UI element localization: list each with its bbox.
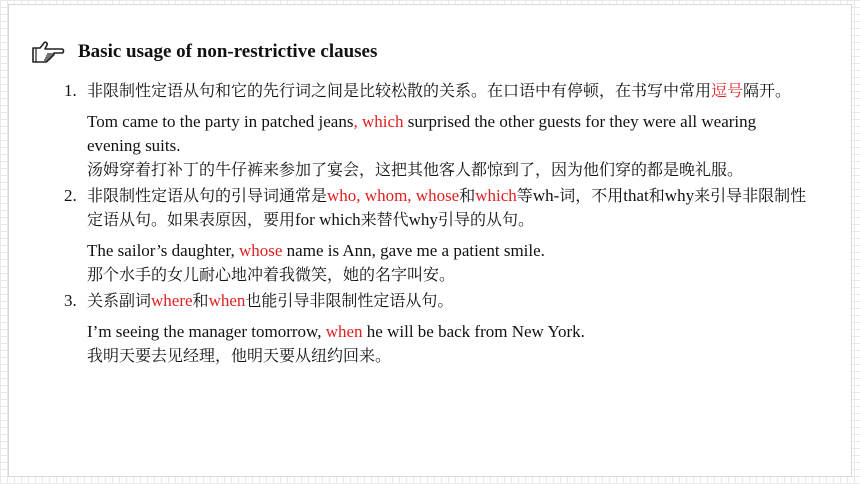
example-text-part: he will be back from New York. <box>362 322 585 341</box>
highlight-term: 逗号 <box>711 81 744 100</box>
rule-english-term: for which <box>295 210 361 229</box>
rule-text-part: 和 <box>459 186 476 205</box>
rule-text-part: 来引导非限制性定语从句。如果表原因，要用 <box>87 186 807 229</box>
highlight-term: who, whom, whose <box>327 186 460 205</box>
highlight-term: , which <box>353 112 404 131</box>
rule-text-part: 非限制性定语从句的引导词通常是 <box>87 186 328 205</box>
example-english <box>87 110 809 158</box>
example-english <box>87 239 809 263</box>
example-block <box>87 239 809 287</box>
highlight-term: when <box>325 322 363 341</box>
example-block <box>87 320 809 368</box>
example-english <box>87 320 809 344</box>
highlight-term: which <box>475 186 517 205</box>
example-chinese: 我明天要去见经理，他明天要从纽约回来。 <box>87 346 392 365</box>
pointing-hand-icon <box>31 39 65 65</box>
example-text-part: name is Ann, gave me a patient smile. <box>282 241 545 260</box>
list-item <box>64 79 809 184</box>
heading-row <box>31 37 377 67</box>
item-body <box>87 79 809 184</box>
highlight-term: whose <box>238 241 283 260</box>
highlight-term: where <box>151 291 193 310</box>
highlight-term: when <box>208 291 246 310</box>
slide <box>8 4 852 477</box>
example-text-part: surprised the other guests for they were all wearing evening suits. <box>87 112 757 155</box>
rule-text-part: 和 <box>648 186 665 205</box>
rule-text-part: 来替代 <box>360 210 409 229</box>
content-list <box>64 79 809 370</box>
rule-text-part: 引导的从句。 <box>437 210 534 229</box>
rule-text <box>87 79 809 103</box>
item-number: 1. <box>64 81 77 100</box>
rule-text-part: 隔开。 <box>743 81 792 100</box>
rule-text-part: 和 <box>192 291 209 310</box>
rule-text <box>87 289 809 313</box>
rule-text-part: 也能引导非限制性定语从句。 <box>245 291 454 310</box>
rule-english-term: why <box>664 186 695 205</box>
item-body <box>87 289 809 370</box>
rule-text-part: 关系副词 <box>87 291 152 310</box>
rule-english-term: that <box>623 186 649 205</box>
example-text-part: The sailor’s daughter, <box>87 241 239 260</box>
example-chinese: 那个水手的女儿耐心地冲着我微笑，她的名字叫安。 <box>87 265 456 284</box>
example-chinese: 汤姆穿着打补丁的牛仔裤来参加了宴会，这把其他客人都惊到了，因为他们穿的都是晚礼服。 <box>87 160 744 179</box>
example-text-part: I’m seeing the manager tomorrow, <box>87 322 326 341</box>
section-heading: Basic usage of non-restrictive clauses <box>78 41 378 62</box>
rule-text <box>87 184 809 232</box>
example-block <box>87 110 809 182</box>
rule-text-part: 等 <box>516 186 533 205</box>
item-body <box>87 184 809 289</box>
list-item <box>64 184 809 289</box>
item-number: 3. <box>64 291 77 310</box>
example-text-part: Tom came to the party in patched jeans <box>87 112 354 131</box>
item-number: 2. <box>64 186 77 205</box>
rule-english-term: wh- <box>532 186 560 205</box>
list-item <box>64 289 809 370</box>
rule-text-part: 词，不用 <box>559 186 624 205</box>
rule-text-part: 非限制性定语从句和它的先行词之间是比较松散的关系。在口语中有停顿，在书写中常用 <box>87 81 712 100</box>
rule-english-term: why <box>408 210 438 229</box>
